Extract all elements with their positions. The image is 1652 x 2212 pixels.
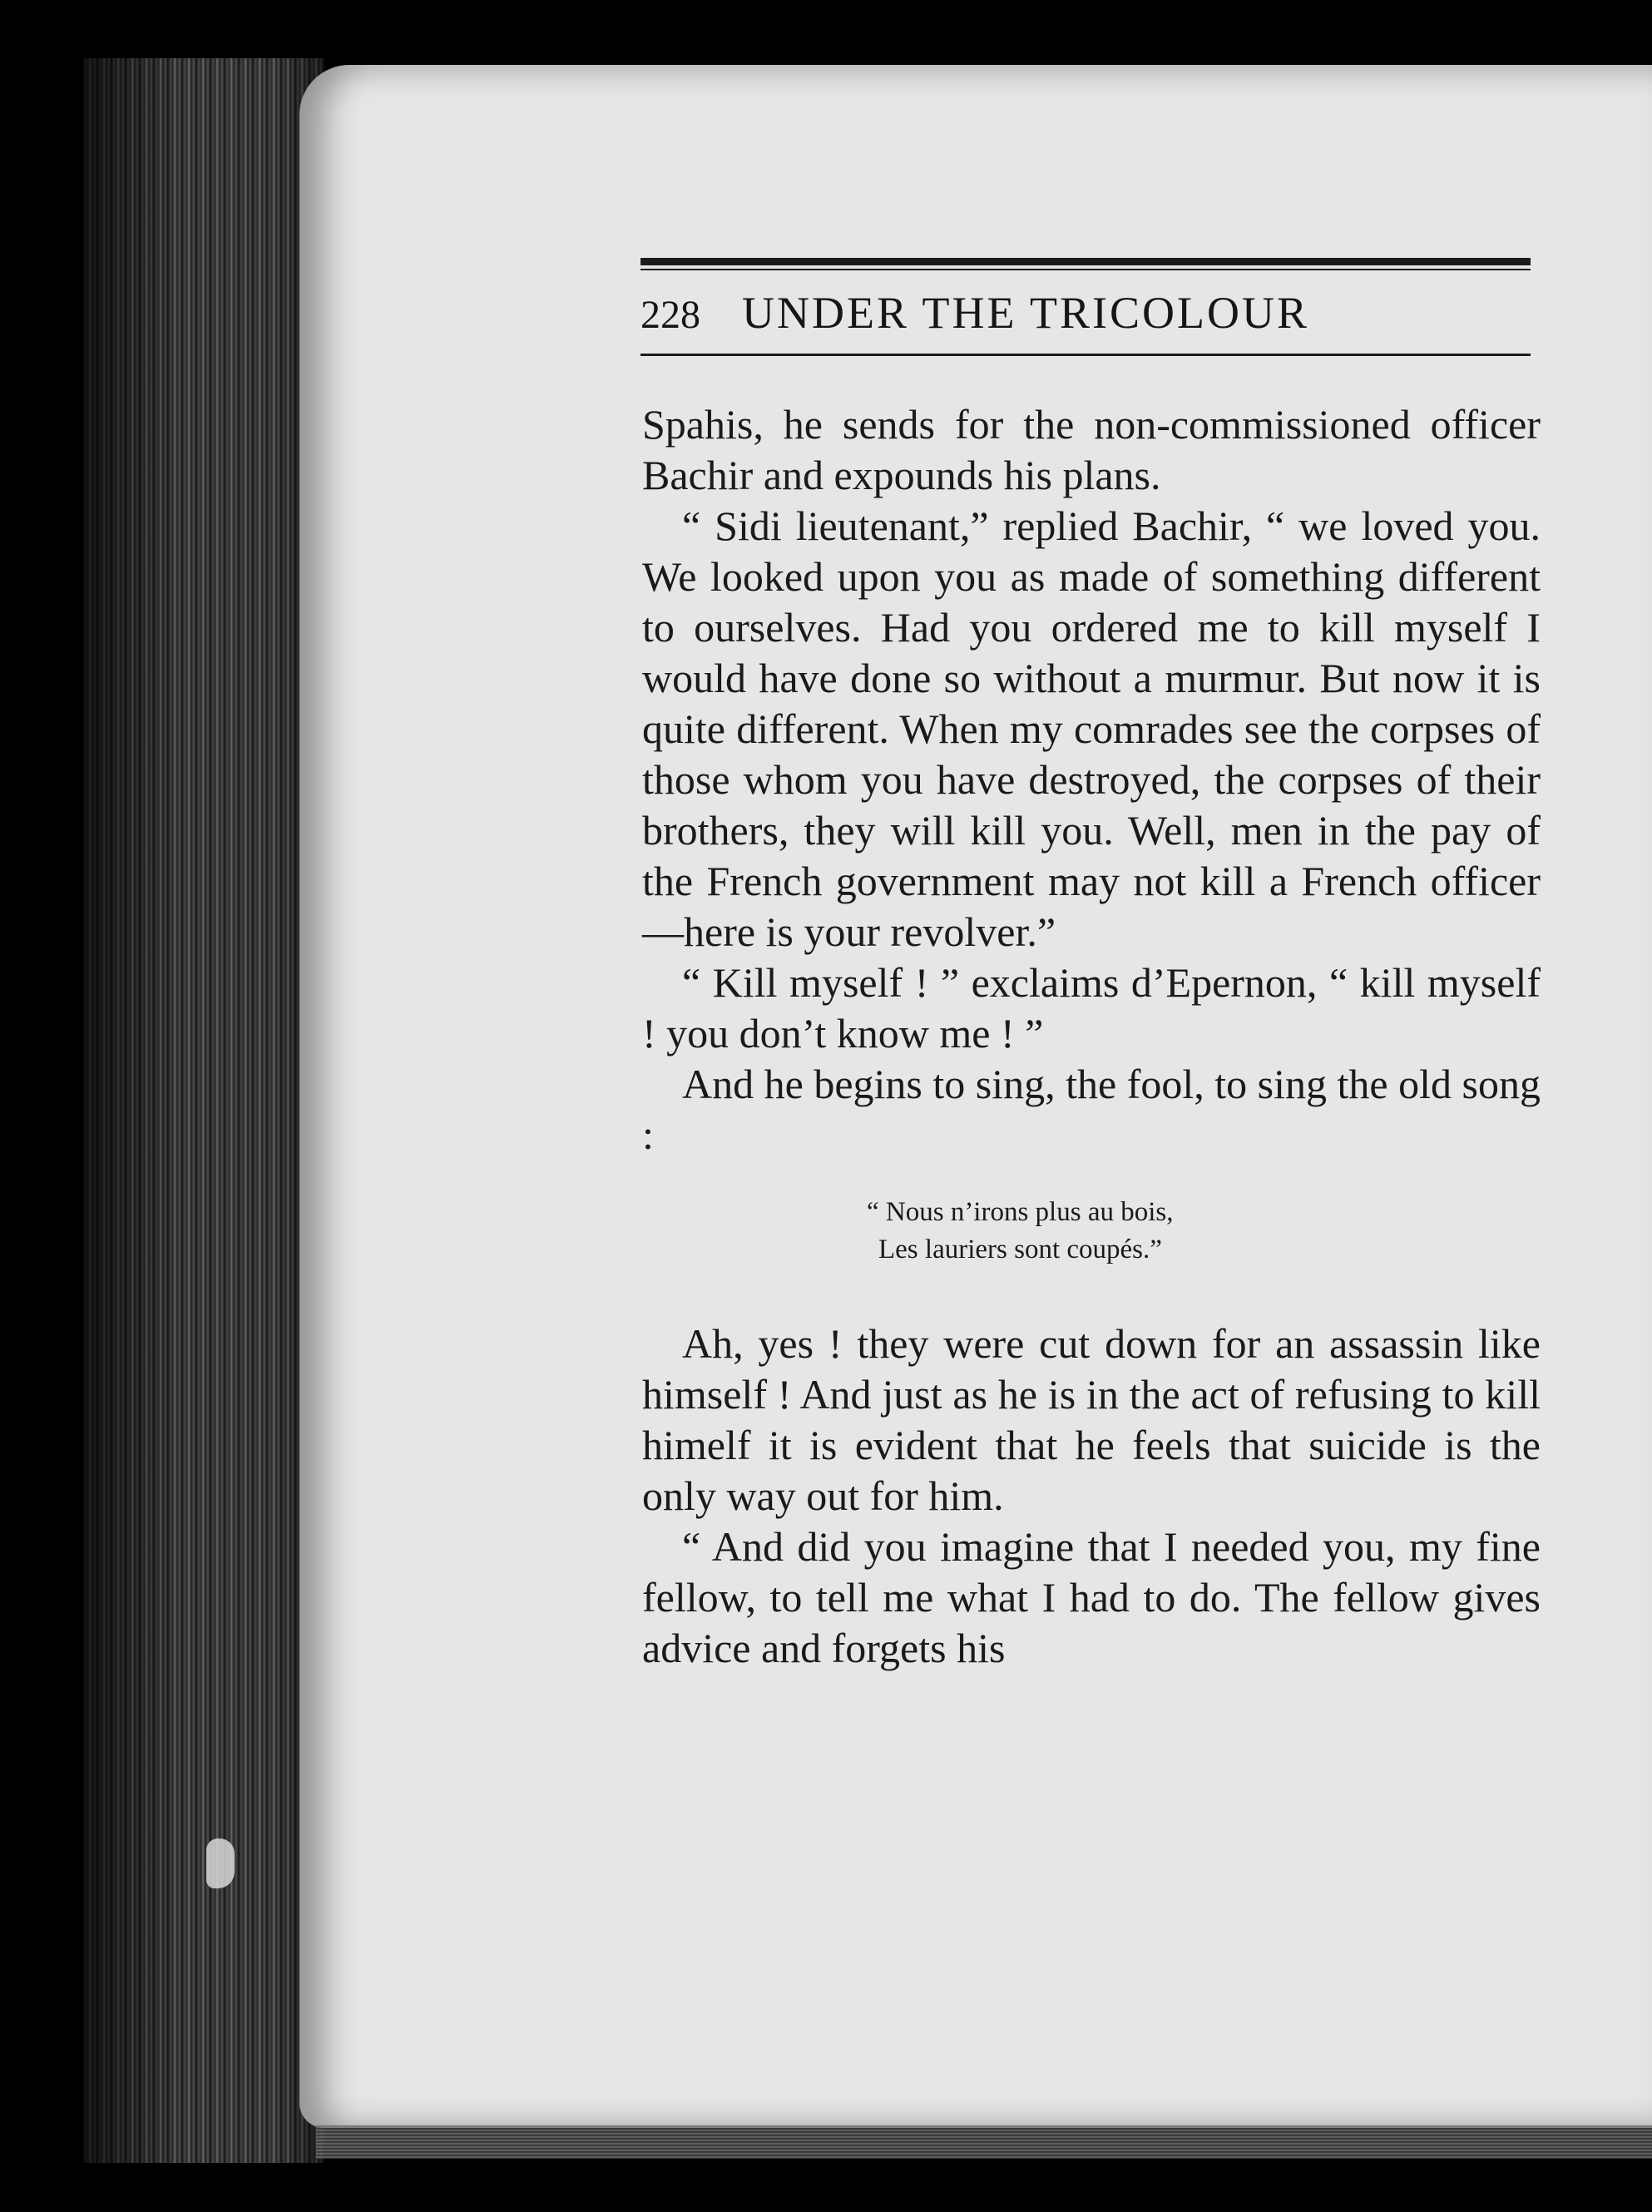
header-rule-bottom	[641, 354, 1531, 356]
paragraph: Ah, yes ! they were cut down for an assassin like himself ! And just as he is in the act of refusing to kill himelf it is evident that he feels that suicide is the only way out for him.	[642, 1320, 1541, 1519]
paragraph: “ And did you imagine that I needed you, my fine fellow, to tell me what I had to do. The fellow gives advice and forgets his	[642, 1523, 1541, 1671]
page-number: 228	[641, 293, 700, 337]
header-rule-thick	[641, 258, 1531, 265]
paragraph: And he begins to sing, the fool, to sing the old song :	[642, 1061, 1541, 1158]
running-header	[641, 258, 1531, 356]
running-title: UNDER THE TRICOLOUR	[742, 288, 1310, 338]
paragraph: Spahis, he sends for the non-commissioned officer Bachir and expounds his plans.	[642, 401, 1541, 498]
verse-line: “ Nous n’irons plus au bois,	[867, 1197, 1174, 1227]
header-rule-thin	[641, 269, 1531, 270]
running-head	[641, 287, 1531, 345]
verse-quote	[867, 1194, 1541, 1269]
paragraph: “ Sidi lieutenant,” replied Bachir, “ we loved you. We looked upon you as made of something different to ourselves. Had you ordered me to kill myself I would have done so without a murmur. But now it is quite different. When my comrades see the corpses of those whom you have destroyed, the corpses of their brothers, they will kill you. Well, men in the pay of the French government may not kill a French officer —here is your revolver.”	[642, 502, 1541, 955]
paragraph: “ Kill myself ! ” exclaims d’Epernon, “ kill myself ! you don’t know me ! ”	[642, 959, 1541, 1057]
verse-line: Les lauriers sont coupés.”	[878, 1235, 1162, 1264]
thumb-mark	[206, 1838, 235, 1888]
book-bottom-edge	[316, 2125, 1652, 2159]
page-body-text	[642, 399, 1541, 1674]
book-fore-edge	[83, 58, 324, 2163]
